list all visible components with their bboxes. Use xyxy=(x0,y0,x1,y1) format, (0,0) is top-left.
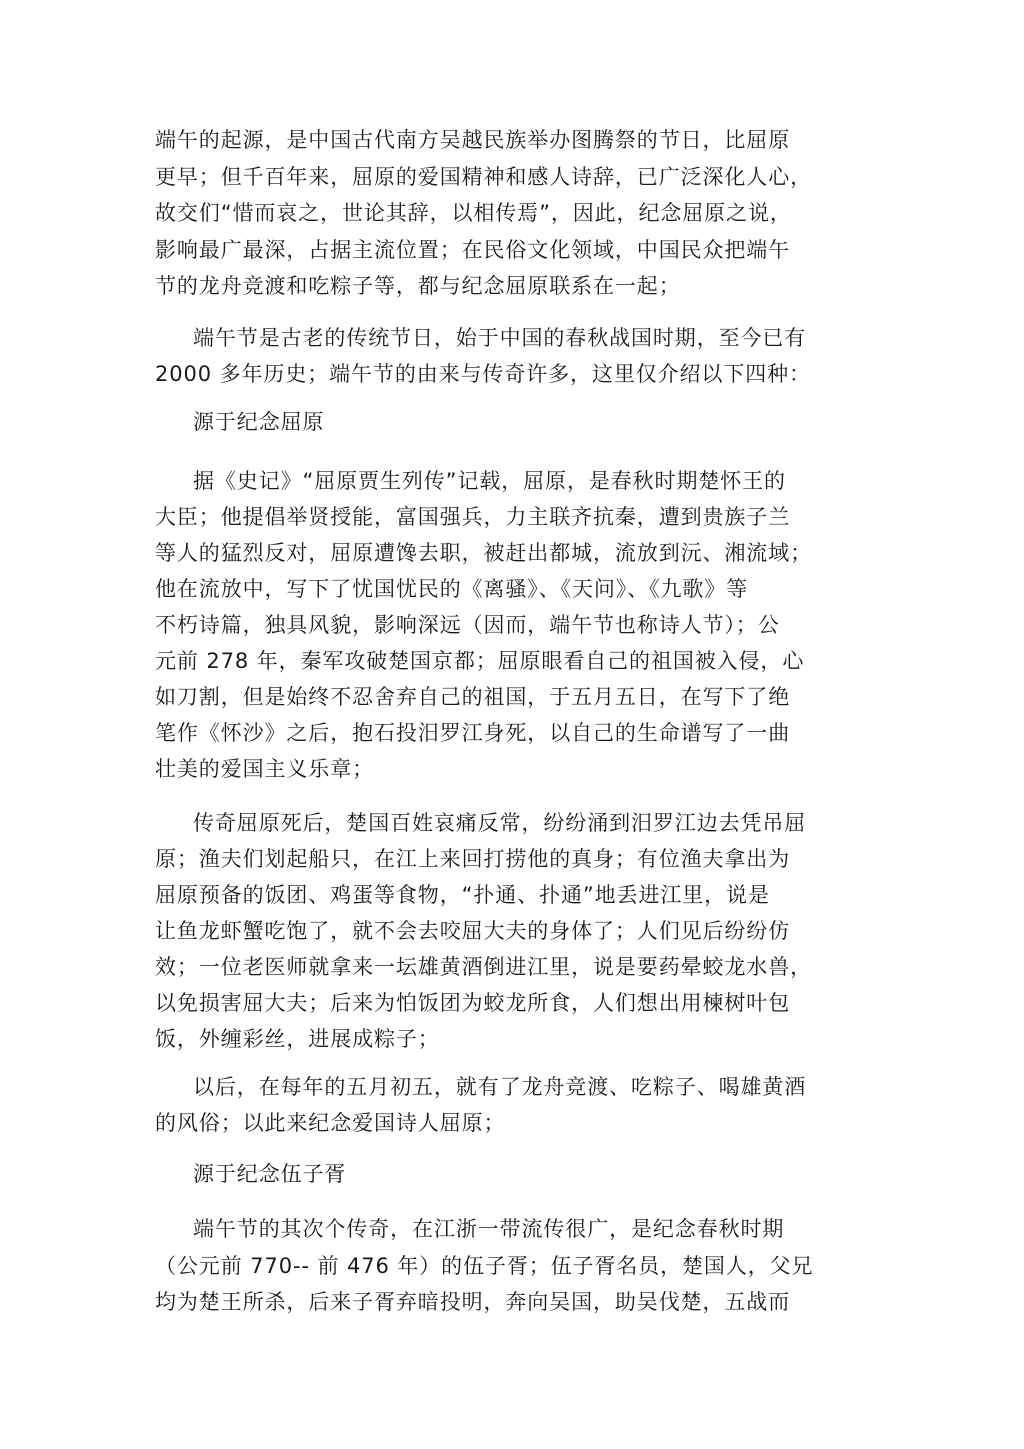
paragraph-legend-line: 以免损害屈大夫；后来为怕饭团为蛟龙所食，人们想出用楝树叶包 xyxy=(155,991,791,1015)
paragraph-origin-intro-line: 端午的起源，是中国古代南方吴越民族举办图腾祭的节日，比屈原 xyxy=(155,128,791,152)
paragraph-quyuan-story-line: 笔作《怀沙》之后，抱石投汨罗江身死，以自己的生命谱写了一曲 xyxy=(155,721,791,745)
section-heading-wuzixu: 源于纪念伍子胥 xyxy=(193,1162,347,1186)
paragraph-legend-line: 效；一位老医师就拿来一坛雄黄酒倒进江里，说是要药晕蛟龙水兽， xyxy=(155,955,812,979)
paragraph-origin-intro-line: 故交们“惜而哀之，世论其辞，以相传焉”，因此，纪念屈原之说， xyxy=(155,201,792,225)
paragraph-origin-intro-line: 节的龙舟竞渡和吃粽子等，都与纪念屈原联系在一起； xyxy=(155,274,681,298)
paragraph-legend-line: 屈原预备的饭团、鸡蛋等食物，“扑通、扑通”地丢进江里，说是 xyxy=(155,883,770,907)
paragraph-quyuan-story-line: 他在流放中，写下了忧国忧民的《离骚》、《天问》、《九歌》等 xyxy=(155,577,749,601)
paragraph-customs-line: 的风俗；以此来纪念爱国诗人屈原； xyxy=(155,1111,506,1135)
paragraph-legend-line: 饭，外缠彩丝，进展成粽子； xyxy=(155,1027,440,1051)
paragraph-wuzixu-story-line: 均为楚王所杀，后来子胥弃暗投明，奔向吴国，助吴伐楚，五战而 xyxy=(155,1290,791,1314)
paragraph-legend-line: 让鱼龙虾蟹吃饱了，就不会去咬屈大夫的身体了；人们见后纷纷仿 xyxy=(155,919,791,943)
paragraph-wuzixu-story-line: （公元前 770-- 前 476 年）的伍子胥；伍子胥名员，楚国人，父兄 xyxy=(155,1254,814,1278)
paragraph-quyuan-story-line: 不朽诗篇，独具风貌，影响深远（因而，端午节也称诗人节）；公 xyxy=(155,613,780,637)
paragraph-legend-line: 传奇屈原死后，楚国百姓哀痛反常，纷纷涌到汨罗江边去凭吊屈 xyxy=(193,811,807,835)
paragraph-legend-line: 原；渔夫们划起船只，在江上来回打捞他的真身；有位渔夫拿出为 xyxy=(155,847,791,871)
paragraph-origin-intro-line: 更早；但千百年来，屈原的爱国精神和感人诗辞，已广泛深化人心， xyxy=(155,165,812,189)
section-heading-quyuan: 源于纪念屈原 xyxy=(193,410,325,434)
paragraph-quyuan-story-line: 壮美的爱国主义乐章； xyxy=(155,757,374,781)
paragraph-festival-history-line: 端午节是古老的传统节日，始于中国的春秋战国时期，至今已有 xyxy=(193,326,807,350)
paragraph-quyuan-story-line: 等人的猛烈反对，屈原遭馋去职，被赶出都城，流放到沅、湘流域； xyxy=(155,541,812,565)
paragraph-quyuan-story-line: 大臣；他提倡举贤授能，富国强兵，力主联齐抗秦，遭到贵族子兰 xyxy=(155,505,791,529)
paragraph-festival-history-line: 2000 多年历史；端午节的由来与传奇许多，这里仅介绍以下四种： xyxy=(155,362,811,386)
paragraph-wuzixu-story-line: 端午节的其次个传奇，在江浙一带流传很广，是纪念春秋时期 xyxy=(193,1217,785,1241)
paragraph-origin-intro-line: 影响最广最深，占据主流位置；在民俗文化领域，中国民众把端午 xyxy=(155,238,791,262)
paragraph-quyuan-story-line: 如刀割，但是始终不忍舍弃自己的祖国，于五月五日，在写下了绝 xyxy=(155,685,791,709)
paragraph-quyuan-story-line: 据《史记》“屈原贾生列传”记载，屈原，是春秋时期楚怀王的 xyxy=(193,469,786,493)
paragraph-quyuan-story-line: 元前 278 年，秦军攻破楚国京都；屈原眼看自己的祖国被入侵，心 xyxy=(155,649,805,673)
paragraph-customs-line: 以后，在每年的五月初五，就有了龙舟竞渡、吃粽子、喝雄黄酒 xyxy=(193,1075,807,1099)
